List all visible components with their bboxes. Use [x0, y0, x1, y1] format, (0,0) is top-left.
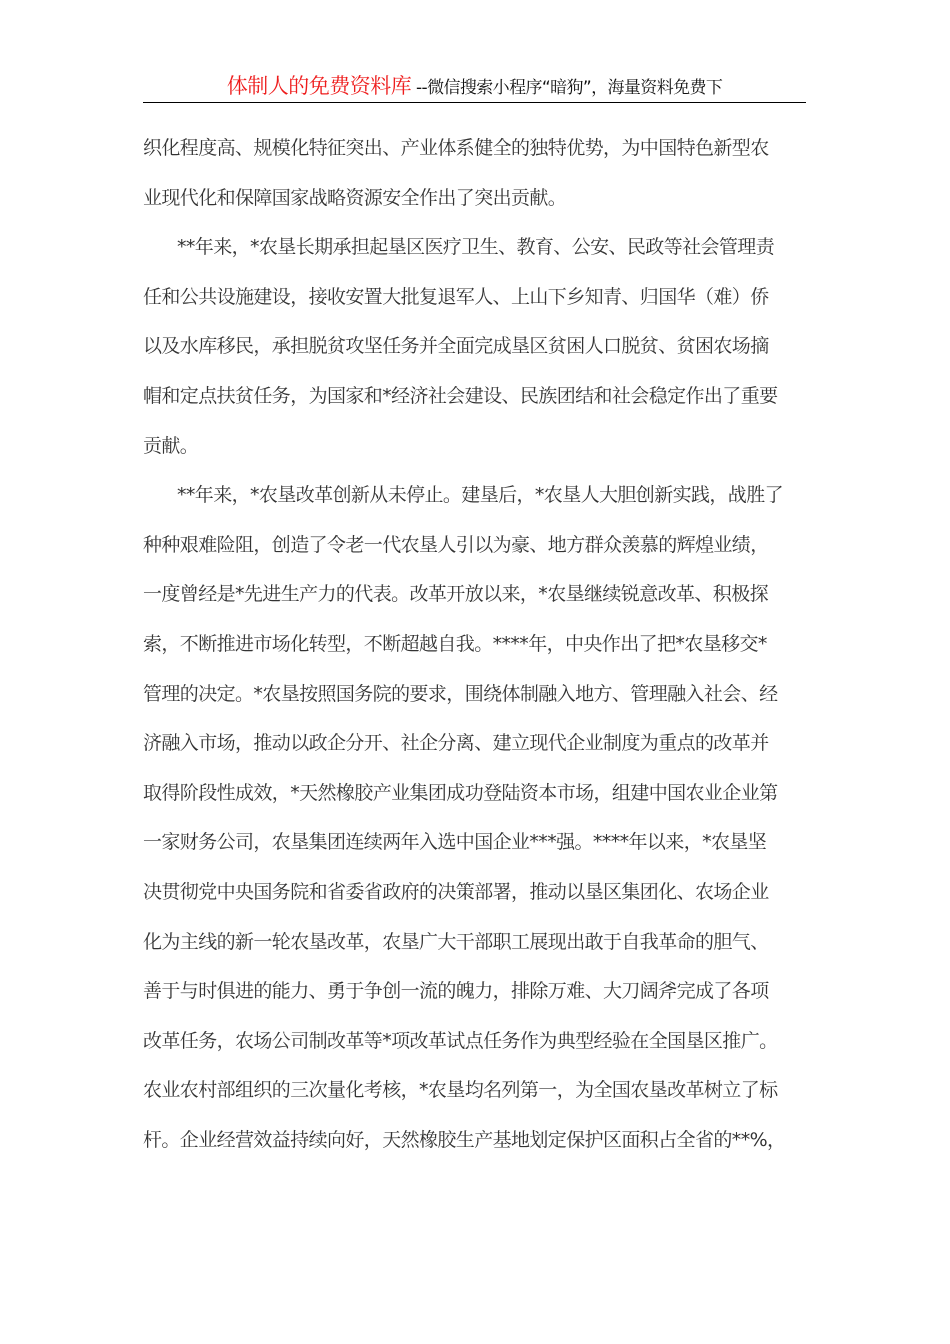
- text-line: 杆。企业经营效益持续向好，天然橡胶生产基地划定保护区面积占全省的**%，: [143, 1128, 786, 1151]
- text-line: 管理的决定。*农垦按照国务院的要求，围绕体制融入地方、管理融入社会、经: [143, 682, 778, 705]
- text-line: 业现代化和保障国家战略资源安全作出了突出贡献。: [143, 186, 567, 209]
- text-line: 织化程度高、规模化特征突出、产业体系健全的独特优势，为中国特色新型农: [143, 137, 769, 159]
- text-line: 贡献。: [143, 434, 199, 457]
- text-line: 决贯彻党中央国务院和省委省政府的决策部署，推动以垦区集团化、农场企业: [143, 880, 769, 903]
- header-subtitle: --微信搜索小程序“暗狗”，海量资料免费下: [411, 78, 723, 98]
- text-line: 济融入市场，推动以政企分开、社企分离、建立现代企业制度为重点的改革并: [143, 732, 769, 755]
- text-line: 以及水库移民，承担脱贫攻坚任务并全面完成垦区贫困人口脱贫、贫困农场摘: [143, 335, 769, 358]
- text-line: 种种艰难险阻，创造了令老一代农垦人引以为豪、地方群众羡慕的辉煌业绩，: [143, 533, 769, 556]
- document-body: [143, 133, 811, 1174]
- text-line: 任和公共设施建设，接收安置大批复退军人、上山下乡知青、归国华（难）侨: [143, 285, 769, 308]
- text-line: 帽和定点扶贫任务，为国家和*经济社会建设、民族团结和社会稳定作出了重要: [143, 384, 778, 407]
- text-line: 一度曾经是*先进生产力的代表。改革开放以来，*农垦继续锐意改革、积极探: [143, 583, 769, 606]
- text-line: 取得阶段性成效，*天然橡胶产业集团成功登陆资本市场，组建中国农业企业第: [143, 781, 778, 804]
- text-line: 化为主线的新一轮农垦改革，农垦广大干部职工展现出敢于自我革命的胆气、: [143, 930, 769, 953]
- page-header: [143, 70, 806, 103]
- text-line: 改革任务，农场公司制改革等*项改革试点任务作为典型经验在全国垦区推广。: [143, 1029, 778, 1052]
- text-line: 农业农村部组织的三次量化考核，*农垦均名列第一，为全国农垦改革树立了标: [143, 1079, 778, 1102]
- paragraph-first-line: **年来，*农垦改革创新从未停止。建垦后，*农垦人大胆创新实践，战胜了: [177, 484, 784, 507]
- header-brand: 体制人的免费资料库: [226, 74, 412, 98]
- text-line: 善于与时俱进的能力、勇于争创一流的魄力，排除万难、大刀阔斧完成了各项: [143, 980, 769, 1003]
- text-line: 索，不断推进市场化转型，不断超越自我。****年，中央作出了把*农垦移交*: [143, 632, 767, 655]
- paragraph-first-line: **年来，*农垦长期承担起垦区医疗卫生、教育、公安、民政等社会管理责: [177, 236, 775, 259]
- text-line: 一家财务公司，农垦集团连续两年入选中国企业***强。****年以来，*农垦坚: [143, 831, 767, 854]
